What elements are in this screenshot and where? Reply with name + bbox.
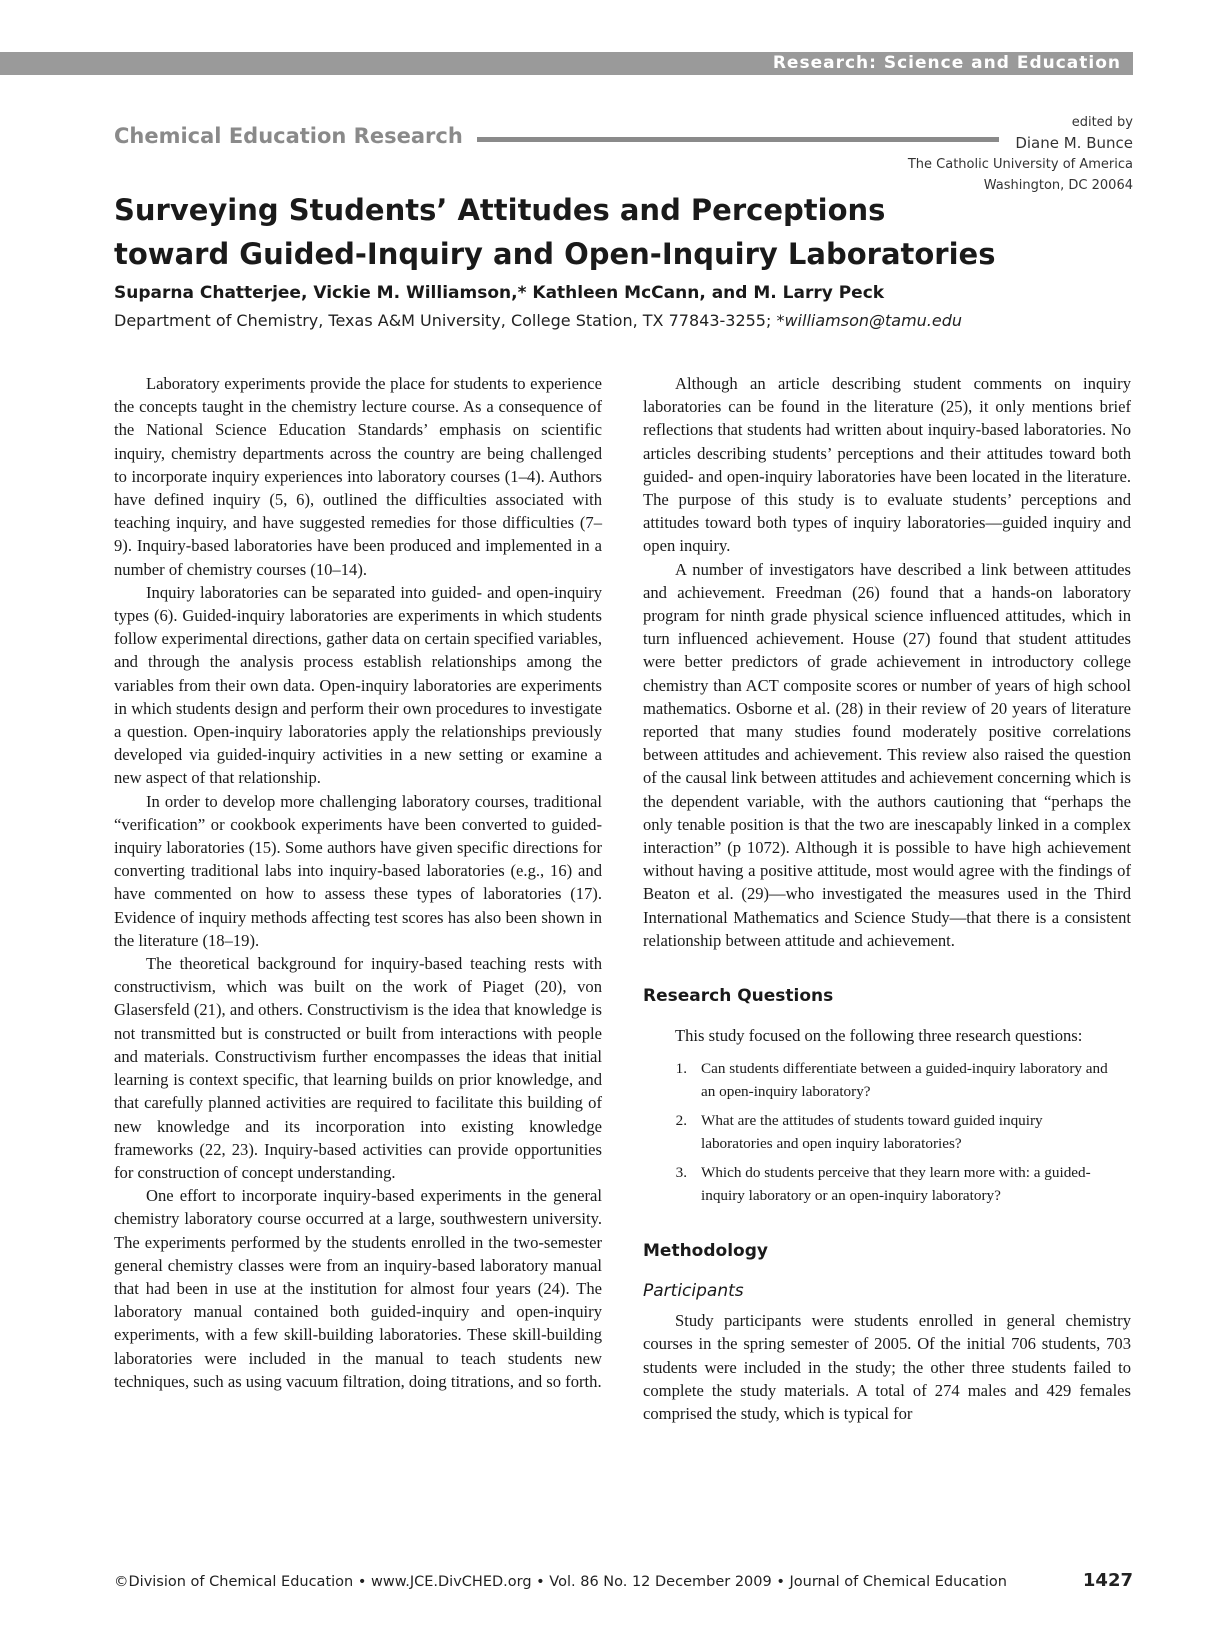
right-column: [643, 372, 1131, 1425]
list-text: What are the attitudes of students toward guided inquiry laboratories and open inquiry laboratories?: [701, 1112, 1043, 1153]
page-footer: [114, 1570, 1133, 1591]
body-paragraph: Inquiry laboratories can be separated into guided- and open-inquiry types (6). Guided-inquiry laboratories are experiments in which students follow experimental directions, gather data on certain specified variables, and through the analysis process establish relationships among the variables from their own data. Open-inquiry laboratories are experiments in which students design and perform their own procedures to investigate a question. Open-inquiry laboratories apply the relationships previously developed via guided-inquiry activities in a new setting or examine a new aspect of that relationship.: [114, 582, 602, 788]
author-list: Suparna Chatterjee, Vickie M. Williamson,* Kathleen McCann, and M. Larry Peck: [114, 283, 885, 303]
footer-citation: ©Division of Chemical Education • www.JCE.DivCHED.org • Vol. 86 No. 12 December 2009 • Journal of Chemical Education: [114, 1574, 1007, 1590]
edited-by-label: edited by: [1071, 115, 1133, 130]
list-number: 2.: [675, 1112, 687, 1130]
banner-label: Research: Science and Education: [772, 53, 1121, 73]
article-title: [114, 188, 1064, 276]
body-paragraph: Although an article describing student comments on inquiry laboratories can be found in the literature (25), it only mentions brief reflections that students had written about inquiry-based laboratories. No articles describing students’ perceptions and their attitudes toward both guided- and open-inquiry laboratories have been located in the literature. The purpose of this study is to evaluate students’ perceptions and attitudes toward both types of inquiry laboratories—guided inquiry and open inquiry.: [643, 374, 1131, 556]
list-text: Can students differentiate between a guided-inquiry laboratory and an open-inquiry laboratory?: [701, 1060, 1108, 1101]
section-title: Chemical Education Research: [114, 124, 463, 148]
author-email[interactable]: *williamson@tamu.edu: [776, 311, 963, 330]
research-questions-heading: Research Questions: [643, 986, 834, 1007]
body-paragraph: Laboratory experiments provide the place for students to experience the concepts taught in the chemistry lecture course. As a consequence of the National Science Education Standards’ emphasis on scientific inquiry, chemistry departments across the country are being challenged to incorporate inquiry experiences into laboratory courses (1–4). Authors have defined inquiry (5, 6), outlined the difficulties associated with teaching inquiry, and have suggested remedies for those difficulties (7–9). Inquiry-based laboratories have been produced and implemented in a number of chemistry courses (10–14).: [114, 374, 602, 579]
list-item: [643, 1057, 1131, 1103]
editor-institution: The Catholic University of America: [907, 157, 1133, 172]
editor-name: Diane M. Bunce: [1015, 134, 1133, 152]
list-item: [643, 1161, 1131, 1207]
research-questions-list: [643, 1057, 1131, 1207]
body-paragraph: In order to develop more challenging laboratory courses, traditional “verification” or cookbook experiments have been converted to guided-inquiry laboratories (15). Some authors have given specific directions for converting traditional labs into inquiry-based laboratories (e.g., 16) and have commented on how to assess these types of laboratories (17). Evidence of inquiry methods affecting test scores has also been shown in the literature (18–19).: [114, 791, 602, 950]
body-paragraph: One effort to incorporate inquiry-based experiments in the general chemistry laboratory course occurred at a large, southwestern university. The experiments performed by the students enrolled in the two-semester general chemistry classes were from an inquiry-based laboratory manual that had been in use at the institution for almost four years (24). The laboratory manual contained both guided-inquiry and open-inquiry experiments, with a few skill-building laboratories. These skill-building laboratories were included in the manual to teach students new techniques, such as using vacuum filtration, doing titrations, and so forth.: [114, 1186, 602, 1391]
body-paragraph: Study participants were students enrolled in general chemistry courses in the spring semester of 2005. Of the initial 706 students, 703 students were included in the study; the other three students failed to complete the study materials. A total of 274 males and 429 females comprised the study, which is typical for: [643, 1311, 1131, 1424]
title-line-2: toward Guided-Inquiry and Open-Inquiry Laboratories: [114, 237, 996, 271]
left-column: [114, 372, 602, 1393]
affiliation: [114, 311, 962, 330]
research-questions-intro: This study focused on the following three research questions:: [675, 1026, 1083, 1046]
editor-block: [908, 112, 1133, 196]
body-paragraph: The theoretical background for inquiry-based teaching rests with constructivism, which was built on the work of Piaget (20), von Glasersfeld (21), and others. Constructivism is the idea that knowledge is not transmitted but is constructed or built from interactions with people and materials. Constructivism further encompasses the ideas that initial learning is context specific, that learning builds on prior knowledge, and that carefully planned activities are required to facilitate this building of new knowledge and its incorporation into existing knowledge frameworks (22, 23). Inquiry-based activities can provide opportunities for construction of concept understanding.: [114, 954, 602, 1182]
banner-bar: [0, 52, 1133, 75]
page-number: 1427: [1082, 1570, 1133, 1591]
list-item: [643, 1109, 1131, 1155]
body-paragraph: A number of investigators have described a link between attitudes and achievement. Freedman (26) found that a hands-on laboratory program for ninth grade physical science influenced attitudes, which in turn influenced achievement. House (27) found that student attitudes were better predictors of grade achievement in introductory college chemistry than ACT composite scores or number of years of high school mathematics. Osborne et al. (28) in their review of 20 years of literature reported that many studies found moderately positive correlations between attitudes and achievement. This review also raised the question of the causal link between attitudes and achievement concerning which is the dependent variable, with the authors cautioning that “perhaps the only tenable position is that the two are inescapably linked in a complex interaction” (p 1072). Although it is possible to have high achievement without having a positive attitude, most would agree with the findings of Beaton et al. (29)—who investigated the measures used in the Third International Mathematics and Science Study—that there is a consistent relationship between attitude and achievement.: [643, 559, 1131, 950]
list-number: 1.: [675, 1060, 687, 1078]
affiliation-text: Department of Chemistry, Texas A&M University, College Station, TX 77843-3255;: [114, 311, 777, 330]
list-text: Which do students perceive that they learn more with: a guided-inquiry laboratory or an open-inquiry laboratory?: [701, 1164, 1091, 1205]
methodology-heading: Methodology: [643, 1241, 768, 1262]
list-number: 3.: [675, 1164, 687, 1182]
editor-location: Washington, DC 20064: [983, 178, 1133, 193]
participants-heading: Participants: [643, 1281, 744, 1302]
title-line-1: Surveying Students’ Attitudes and Perceptions: [114, 193, 886, 227]
